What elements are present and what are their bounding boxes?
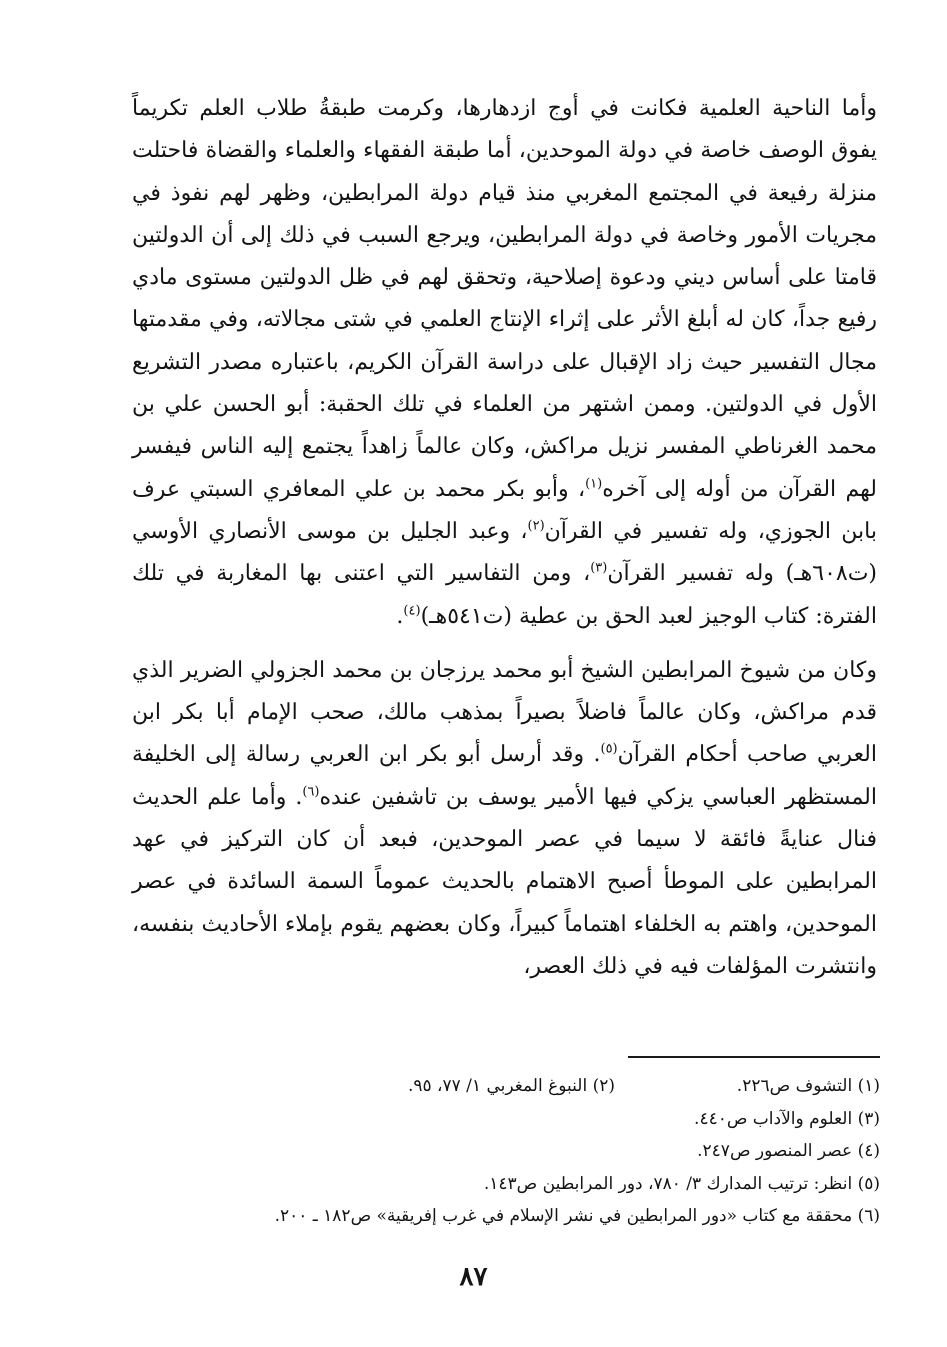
footnote-row	[150, 1135, 880, 1168]
footnote-1: (١) التشوف ص٢٢٦.	[736, 1076, 880, 1096]
footnote-marker: (٤)	[403, 603, 421, 619]
text-run: وأما الناحية العلمية فكانت في أوج ازدهارها، وكرمت طبقةُ طلاب العلم تكريماً يفوق الوصف خاصة في دولة الموحدين، أما طبقة الفقهاء والعلماء والقضاة فاحتلت منزلة رفيعة في المجتمع المغربي منذ قيام دولة المرابطين، وظهر لهم نفوذ في مجريات الأمور وخاصة في دولة المرابطين، ويرجع السبب في ذلك إلى أن الدولتين قامتا على أساس ديني ودعوة إصلاحية، وتحقق لهم في ظل الدولتين مستوى مادي رفيع جداً، كان له أبلغ الأثر على إثراء الإنتاج العلمي في شتى مجالاته، وفي مقدمتها مجال التفسير حيث زاد الإقبال على دراسة القرآن الكريم، باعتباره مصدر التشريع الأول في الدولتين. وممن اشتهر من العلماء في تلك الحقبة: أبو الحسن علي بن محمد الغرناطي المفسر نزيل مراكش، وكان عالماً زاهداً يجتمع إليه الناس فيفسر لهم القرآن من أوله إلى آخره	[132, 96, 878, 502]
paragraph	[132, 88, 877, 638]
footnote-row	[150, 1200, 880, 1233]
footnote-5: (٥) انظر: ترتيب المدارك ٣/ ٧٨٠، دور المرابطين ص١٤٣.	[483, 1173, 880, 1194]
text-run: ، وأبو بكر محمد بن علي المعافري السبتي عرف بابن الجوزي، وله تفسير في القرآن	[132, 476, 877, 544]
footnote-marker: (١)	[585, 476, 603, 492]
footnote-4: (٤) عصر المنصور ص٢٤٧.	[697, 1141, 880, 1161]
footnotes	[150, 1070, 880, 1233]
footnote-marker: (٣)	[590, 560, 608, 576]
text-run: وكان من شيوخ المرابطين الشيخ أبو محمد يرزجان بن محمد الجزولي الضرير الذي قدم مراكش، وكان عالماً فاضلاً بصيراً بمذهب مالك، صحب الإمام أبا بكر ابن العربي صاحب أحكام القرآن	[132, 657, 877, 768]
text-run: . وأما علم الحديث فنال عنايةً فائقة لا سيما في عصر الموحدين، فبعد أن كان التركيز في عهد المرابطين على الموطأ أصبح الاهتمام بالحديث عموماً السمة السائدة في عصر الموحدين، واهتم به الخلفاء اهتماماً كبيراً، وكان بعضهم يقوم بإملاء الأحاديث بنفسه، وانتشرت المؤلفات فيه في ذلك العصر،	[132, 784, 877, 979]
main-text	[132, 88, 877, 988]
footnote-marker: (٦)	[302, 784, 320, 800]
paragraph	[132, 650, 877, 988]
footnote-row	[150, 1103, 880, 1136]
text-run: ، ومن التفاسير التي اعتنى بها المغاربة في تلك الفترة: كتاب الوجيز لعبد الحق بن عطية (ت٥٤١هـ)	[132, 561, 877, 629]
footnote-marker: (٥)	[600, 742, 618, 758]
footnote-row	[150, 1070, 880, 1103]
footnote-separator	[628, 1056, 880, 1058]
footnote-marker: (٢)	[527, 518, 545, 534]
text-run: .	[396, 603, 404, 629]
page-number: ٨٧	[459, 1262, 488, 1292]
text-run: ، وعبد الجليل بن موسى الأنصاري الأوسي (ت٦٠٨هـ) وله تفسير القرآن	[132, 518, 877, 587]
text-run: . وقد أرسل أبو بكر ابن العربي رسالة إلى الخليفة المستظهر العباسي يزكي فيها الأمير يوسف بن تاشفين عنده	[132, 742, 877, 810]
footnote-6: (٦) محققة مع كتاب «دور المرابطين في نشر الإسلام في غرب إفريقية» ص١٨٢ ـ ٢٠٠.	[274, 1206, 880, 1226]
footnote-2: (٢) النبوغ المغربي ١/ ٧٧، ٩٥.	[407, 1076, 615, 1096]
footnote-3: (٣) العلوم والآداب ص٤٤٠.	[694, 1108, 880, 1129]
footnote-row	[150, 1168, 880, 1201]
